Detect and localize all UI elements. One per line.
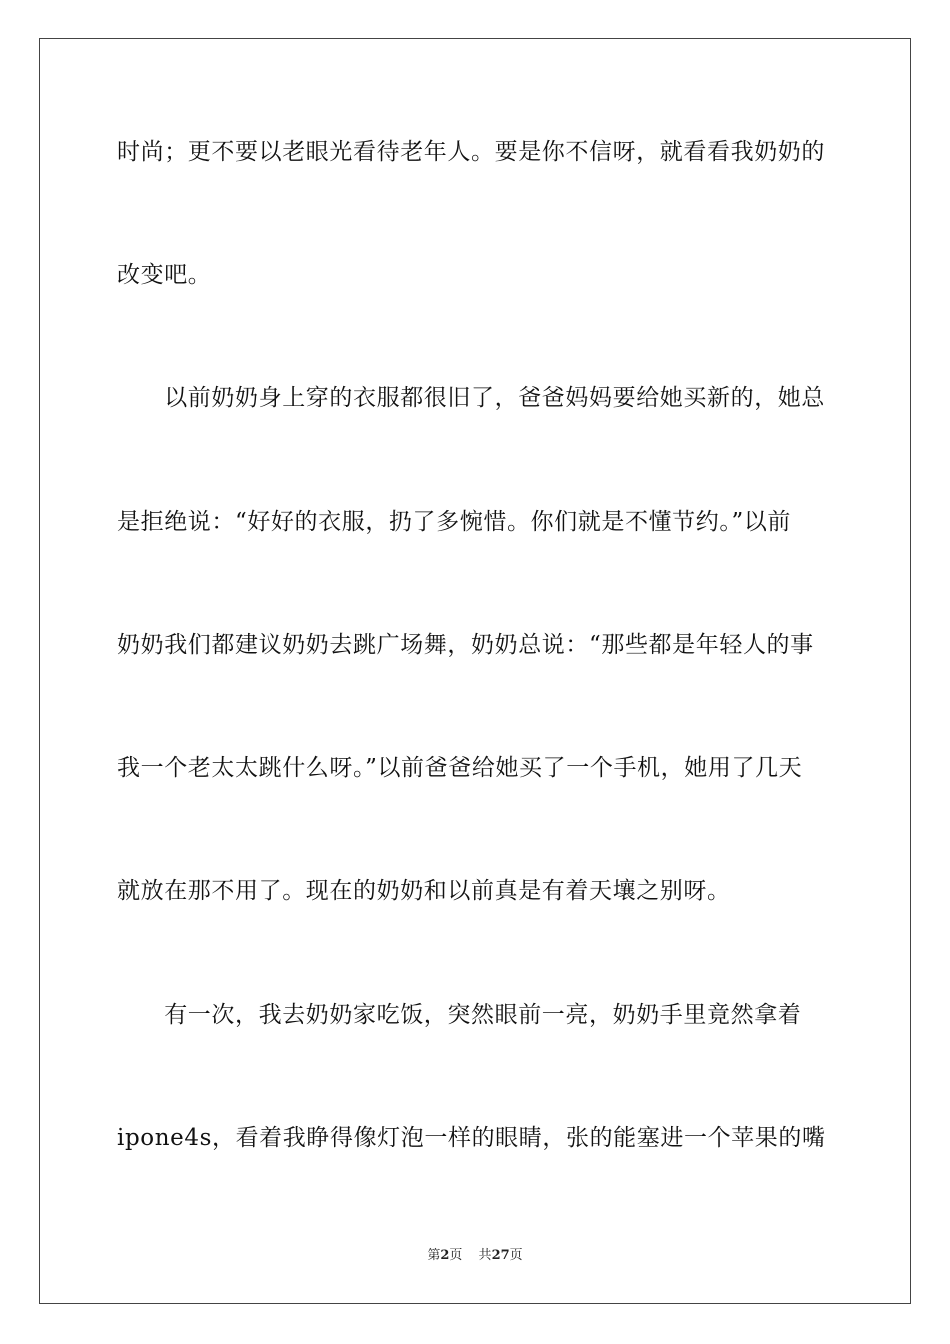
- body-line-1: 时尚；更不要以老眼光看待老年人。要是你不信呀，就看看我奶奶的: [117, 139, 825, 165]
- page-number: 第2页: [427, 1248, 463, 1263]
- page-total: 共27页: [478, 1248, 523, 1263]
- current-page: 2: [440, 1248, 450, 1263]
- body-line-5: 奶奶我们都建议奶奶去跳广场舞，奶奶总说：“那些都是年轻人的事: [117, 632, 814, 658]
- body-line-4: 是拒绝说：“好好的衣服，扔了多惋惜。你们就是不懂节约。”以前: [117, 509, 792, 535]
- total-pages: 27: [491, 1248, 510, 1263]
- body-line-8: 有一次，我去奶奶家吃饭，突然眼前一亮，奶奶手里竟然拿着: [117, 1002, 802, 1028]
- body-line-9: ipone4s，看着我睁得像灯泡一样的眼睛，张的能塞进一个苹果的嘴: [117, 1125, 826, 1151]
- body-line-7: 就放在那不用了。现在的奶奶和以前真是有着天壤之别呀。: [117, 878, 731, 904]
- body-line-3: 以前奶奶身上穿的衣服都很旧了，爸爸妈妈要给她买新的，她总: [117, 385, 825, 411]
- body-line-6: 我一个老太太跳什么呀。”以前爸爸给她买了一个手机，她用了几天: [117, 755, 803, 781]
- page-footer: [0, 1247, 950, 1265]
- body-line-2: 改变吧。: [117, 262, 212, 288]
- page-border: [39, 38, 911, 1304]
